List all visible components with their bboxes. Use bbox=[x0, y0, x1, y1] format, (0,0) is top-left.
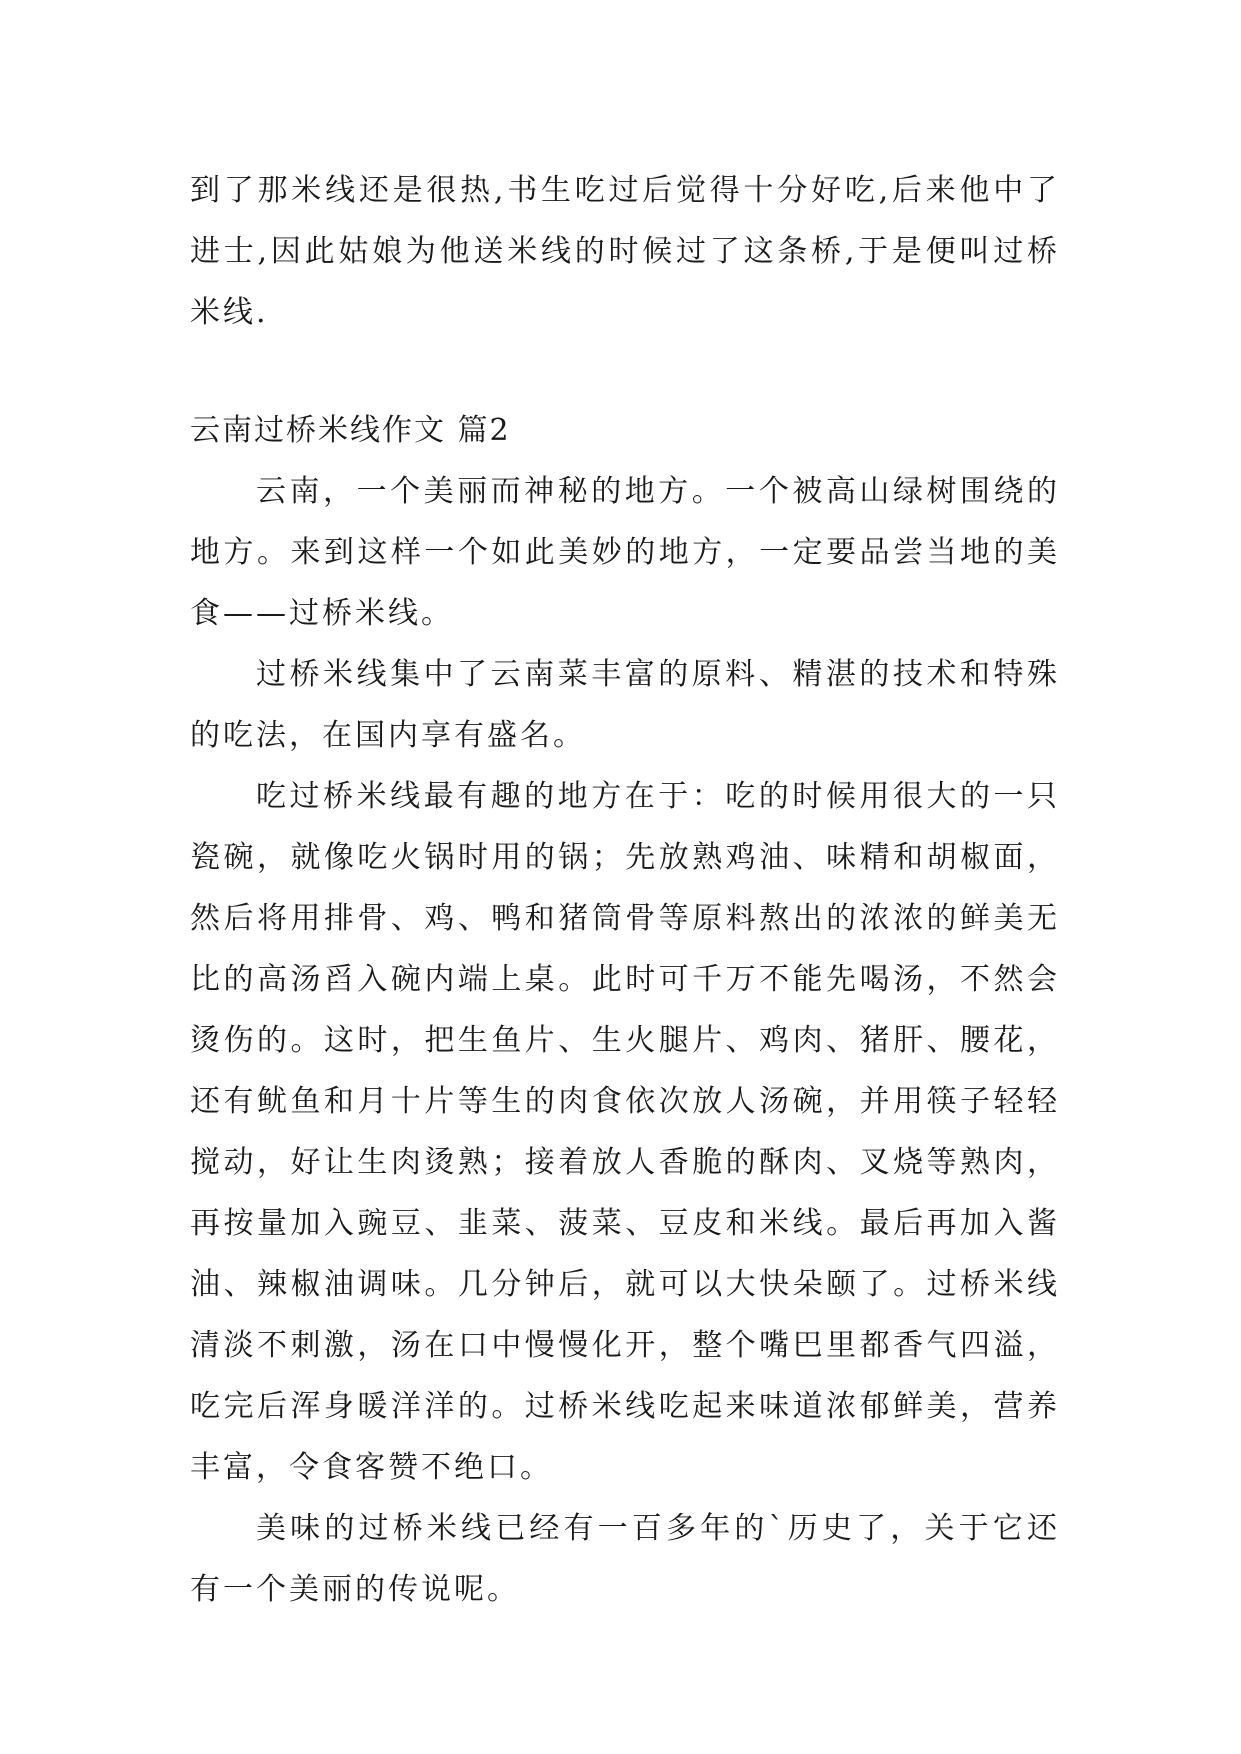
continued-paragraph: 到了那米线还是很热,书生吃过后觉得十分好吃,后来他中了进士,因此姑娘为他送米线的时候过了这条桥,于是便叫过桥米线. bbox=[190, 173, 1060, 330]
document-body bbox=[190, 160, 1060, 1620]
paragraph-fame: 过桥米线集中了云南菜丰富的原料、精湛的技术和特殊的吃法，在国内享有盛名。 bbox=[190, 657, 1060, 753]
paragraph-intro: 云南，一个美丽而神秘的地方。一个被高山绿树围绕的地方。来到这样一个如此美妙的地方，一定要品尝当地的美食——过桥米线。 bbox=[190, 474, 1060, 631]
paragraph-how-to-eat: 吃过桥米线最有趣的地方在于：吃的时候用很大的一只瓷碗，就像吃火锅时用的锅；先放熟鸡油、味精和胡椒面，然后将用排骨、鸡、鸭和猪筒骨等原料熬出的浓浓的鲜美无比的高汤舀入碗内端上桌。此时可千万不能先喝汤，不然会烫伤的。这时，把生鱼片、生火腿片、鸡肉、猪肝、腰花，还有鱿鱼和月十片等生的肉食依次放人汤碗，并用筷子轻轻搅动，好让生肉烫熟；接着放人香脆的酥肉、叉烧等熟肉，再按量加入豌豆、韭菜、菠菜、豆皮和米线。最后再加入酱油、辣椒油调味。几分钟后，就可以大快朵颐了。过桥米线清淡不刺激，汤在口中慢慢化开，整个嘴巴里都香气四溢，吃完后浑身暖洋洋的。过桥米线吃起来味道浓郁鲜美，营养丰富，令食客赞不绝口。 bbox=[190, 779, 1060, 1485]
section-heading: 云南过桥米线作文 篇2 bbox=[190, 413, 511, 448]
paragraph-history: 美味的过桥米线已经有一百多年的`历史了，关于它还有一个美丽的传说呢。 bbox=[190, 1511, 1060, 1607]
